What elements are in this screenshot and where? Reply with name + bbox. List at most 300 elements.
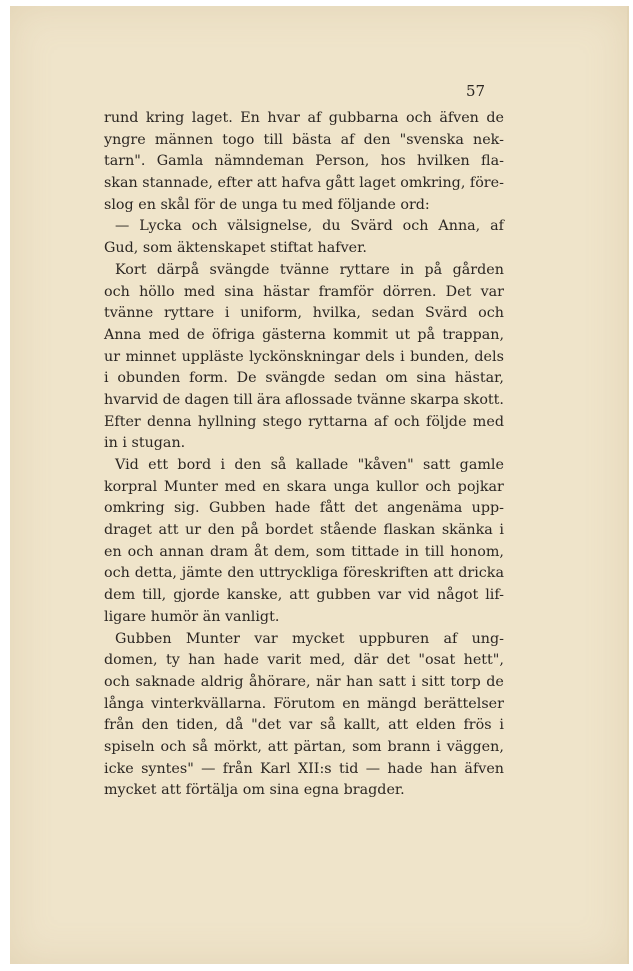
word: hvilka, — [312, 305, 361, 322]
paragraph — [104, 629, 504, 803]
word: han — [430, 760, 458, 777]
word: saknade — [135, 673, 196, 690]
word: där — [353, 652, 379, 669]
text-line — [104, 715, 504, 737]
word: "det — [251, 717, 282, 734]
text-line — [104, 108, 504, 130]
page-number: 57 — [466, 82, 486, 100]
word: skara — [286, 478, 327, 495]
word: från — [222, 760, 253, 777]
word: kring — [145, 110, 185, 126]
word: "kåven" — [357, 457, 414, 473]
word: upp- — [471, 500, 504, 517]
word: kullor — [376, 478, 419, 495]
word: mycket — [104, 782, 157, 799]
word: med — [148, 326, 180, 343]
word: sitt — [421, 673, 445, 690]
word: skänka — [441, 522, 493, 539]
word: bragder. — [343, 782, 405, 799]
word: nek- — [473, 131, 504, 148]
word: stugan. — [131, 435, 186, 452]
word: att — [161, 782, 182, 799]
word: på — [417, 326, 436, 343]
word: den — [141, 717, 169, 734]
word: Person, — [315, 153, 370, 170]
word: af — [443, 630, 458, 647]
paragraph — [104, 455, 504, 629]
word: till — [233, 391, 253, 408]
word: sina — [224, 283, 254, 300]
word: med — [301, 196, 333, 213]
word: aldrig — [200, 673, 244, 690]
word: hyllning — [197, 413, 257, 430]
word: Anna, — [438, 218, 481, 235]
text-line — [104, 260, 504, 282]
word: i — [499, 522, 504, 539]
word: äfven — [439, 110, 479, 126]
word: gått — [325, 175, 355, 192]
word: fått — [319, 500, 345, 517]
word: — — [365, 760, 381, 777]
text-line — [104, 563, 504, 585]
word: på — [241, 522, 259, 539]
word: ur — [185, 522, 202, 539]
word: stego — [262, 413, 302, 430]
word: väggen, — [446, 738, 504, 755]
word: rund — [104, 110, 139, 126]
word: uppburen — [358, 630, 430, 647]
word: Munter — [163, 478, 218, 495]
word: syntes" — [141, 760, 194, 777]
word: och — [104, 283, 130, 300]
word: skarpa — [410, 391, 460, 408]
word: att — [433, 565, 454, 582]
word: denna — [147, 413, 192, 430]
word: förtälja — [185, 782, 239, 799]
word: ryttarna — [308, 413, 368, 430]
word: och — [127, 543, 154, 560]
text-line — [104, 303, 504, 325]
word: var — [288, 717, 313, 734]
word: i — [411, 673, 417, 690]
word: han — [188, 652, 216, 669]
word: Anna — [104, 326, 142, 343]
word: unga — [241, 196, 278, 213]
word: vanligt. — [224, 608, 280, 625]
word: Efter — [104, 413, 141, 430]
word: varit — [267, 652, 302, 669]
word: hade — [274, 500, 311, 517]
word: korpral — [104, 478, 158, 495]
word: sedan — [334, 370, 377, 387]
word: efter — [217, 175, 253, 192]
word: dricka — [458, 565, 504, 582]
word: och — [425, 478, 452, 495]
word: draget — [104, 522, 152, 539]
word: hett", — [463, 652, 504, 669]
text-line — [104, 498, 504, 520]
word: ut — [395, 326, 411, 343]
word: än — [202, 608, 221, 625]
text-line — [104, 368, 504, 390]
word: tvänne — [279, 261, 330, 278]
word: ett — [148, 457, 169, 473]
text-line — [104, 390, 504, 412]
word: skål — [160, 196, 190, 213]
word: hvilken — [417, 153, 470, 170]
word: pojkar — [457, 478, 504, 495]
word: icke — [104, 760, 134, 777]
paragraph — [104, 260, 504, 455]
word: annan — [159, 543, 205, 560]
text-line — [104, 672, 504, 694]
word: svängde — [209, 261, 270, 278]
word: och — [104, 565, 130, 582]
word: Kort — [115, 261, 147, 278]
word: de — [486, 673, 504, 690]
word: om — [385, 370, 408, 387]
word: Förutom — [273, 695, 336, 712]
text-line — [104, 130, 504, 152]
word: Gubben — [115, 630, 172, 647]
word: och — [191, 218, 218, 235]
word: att — [267, 738, 288, 755]
word: ty — [165, 652, 180, 669]
word: som — [142, 240, 173, 257]
word: tiden, — [176, 717, 218, 734]
word: hästar, — [454, 370, 504, 387]
word: uppläste — [181, 348, 244, 365]
word: dörren. — [382, 283, 437, 300]
word: tid — [338, 760, 359, 777]
text-line — [104, 694, 504, 716]
word: omkring — [104, 500, 165, 517]
word: gamle — [459, 457, 504, 473]
word: slog — [104, 196, 134, 213]
word: "svenska — [399, 131, 464, 148]
word: Karl — [260, 760, 291, 777]
word: den — [227, 565, 255, 582]
text-line — [104, 347, 504, 369]
word: skan — [104, 175, 138, 192]
word: hästar — [263, 283, 310, 300]
word: spiseln — [104, 738, 155, 755]
word: mörkt, — [213, 738, 262, 755]
word: satt — [422, 457, 451, 473]
word: som — [352, 738, 382, 755]
word: gården — [452, 261, 504, 278]
word: hafva — [281, 175, 321, 192]
word: vinterkvällarna. — [151, 695, 267, 712]
word: hos — [380, 153, 406, 170]
word: nämndeman — [214, 153, 305, 170]
word: stiftat — [270, 240, 313, 257]
word: Gud, — [104, 240, 139, 257]
word: följde — [426, 413, 467, 430]
word: pärtan, — [293, 738, 347, 755]
word: hade — [223, 652, 259, 669]
word: mängd — [367, 695, 417, 712]
word: du — [322, 218, 341, 235]
word: tvänne — [104, 305, 154, 322]
word: sina — [269, 782, 300, 799]
word: lyckönskningar — [249, 348, 360, 365]
word: när — [316, 673, 341, 690]
word: tarn". — [104, 153, 146, 170]
word: Svärd — [425, 305, 468, 322]
word: en — [104, 543, 122, 560]
word: hvarvid — [104, 391, 159, 408]
word: — — [201, 760, 216, 777]
word: de — [162, 391, 181, 408]
word: den — [207, 522, 235, 539]
word: En — [240, 110, 260, 126]
word: med — [224, 478, 256, 495]
word: dem — [104, 587, 136, 604]
word: så — [192, 738, 209, 755]
word: Svärd — [350, 218, 393, 235]
text-line — [104, 325, 504, 347]
text-line — [104, 216, 504, 238]
word: De — [236, 370, 257, 387]
word: bord — [177, 457, 212, 473]
word: Vid — [115, 457, 139, 473]
word: öfriga — [211, 326, 255, 343]
word: bordet — [265, 522, 314, 539]
word: sig. — [173, 500, 200, 517]
text-line — [104, 455, 504, 477]
text-line — [104, 629, 504, 651]
word: en — [342, 695, 360, 712]
word: dem, — [274, 543, 310, 560]
word: att — [289, 587, 310, 604]
word: laget — [359, 175, 396, 192]
word: angenäma — [387, 500, 463, 517]
word: gubben — [316, 587, 371, 604]
word: af — [490, 218, 504, 235]
word: från — [104, 717, 134, 734]
word: jämte — [181, 565, 223, 582]
word: form. — [189, 370, 228, 387]
word: dels — [365, 348, 395, 365]
text-line — [104, 195, 504, 217]
word: torp — [450, 673, 481, 690]
word: fla- — [481, 153, 504, 170]
text-line — [104, 607, 504, 629]
word: trappan, — [442, 326, 504, 343]
word: in — [400, 261, 415, 278]
word: så — [320, 717, 336, 734]
word: till — [263, 131, 284, 148]
word: och — [160, 738, 187, 755]
word: laget. — [191, 110, 233, 126]
word: dagen — [184, 391, 229, 408]
word: äfven — [464, 760, 504, 777]
word: frös — [463, 717, 492, 734]
text-line — [104, 238, 504, 260]
word: i — [224, 305, 230, 322]
text-line — [104, 412, 504, 434]
word: den — [234, 457, 262, 473]
word: i — [400, 348, 405, 365]
word: framför — [318, 283, 374, 300]
word: ära — [256, 391, 281, 408]
word: att — [388, 717, 409, 734]
word: var — [377, 587, 402, 604]
word: Det — [445, 283, 472, 300]
text-line — [104, 151, 504, 173]
word: att — [158, 522, 179, 539]
word: långa — [104, 695, 144, 712]
word: äktenskapet — [176, 240, 266, 257]
word: kanske, — [226, 587, 283, 604]
word: följande — [337, 196, 396, 213]
text-line — [104, 737, 504, 759]
text-line — [104, 520, 504, 542]
word: om — [242, 782, 265, 799]
word: och — [478, 305, 504, 322]
word: och — [406, 110, 432, 126]
text-line — [104, 433, 504, 455]
word: var — [480, 283, 504, 300]
text-line — [104, 282, 504, 304]
word: af — [307, 110, 322, 126]
word: Munter — [185, 630, 240, 647]
word: i — [499, 717, 504, 734]
book-page — [10, 6, 629, 964]
word: kallt, — [343, 717, 381, 734]
word: ur — [104, 348, 121, 365]
word: in — [405, 543, 419, 560]
word: att — [256, 175, 277, 192]
word: detta, — [134, 565, 177, 582]
word: föreskriften — [343, 565, 429, 582]
word: och — [402, 218, 429, 235]
word: flaskan — [383, 522, 436, 539]
word: elden — [415, 717, 456, 734]
word: med, — [309, 652, 346, 669]
word: omkring, — [400, 175, 466, 192]
word: ung- — [471, 630, 504, 647]
word: det — [386, 652, 410, 669]
word: yngre — [104, 131, 146, 148]
word: obunden — [117, 370, 181, 387]
word: ryttare — [339, 261, 390, 278]
paragraph — [104, 108, 504, 216]
word: den — [363, 131, 391, 148]
text-line — [104, 780, 504, 802]
word: så — [270, 457, 287, 473]
word: mycket — [292, 630, 345, 647]
word: XII:s — [297, 760, 332, 777]
word: en — [138, 196, 156, 213]
word: satt — [378, 673, 406, 690]
word: dels — [474, 348, 504, 365]
word: och — [393, 413, 420, 430]
word: togo — [222, 131, 255, 148]
word: i — [220, 457, 226, 473]
word: hade — [387, 760, 423, 777]
word: med — [472, 413, 504, 430]
word: dram — [209, 543, 249, 560]
word: sina — [416, 370, 447, 387]
word: tittade — [351, 543, 400, 560]
word: höllo — [139, 283, 175, 300]
word: de — [186, 326, 205, 343]
word: till, — [142, 587, 167, 604]
word: i — [436, 738, 441, 755]
word: aflossade — [284, 391, 353, 408]
word: bunden, — [410, 348, 469, 365]
word: de — [486, 110, 504, 126]
word: till — [424, 543, 445, 560]
word: hvar — [267, 110, 301, 126]
word: tvänne — [356, 391, 406, 408]
text-line — [104, 173, 504, 195]
word: — — [115, 218, 130, 235]
word: åhörare, — [249, 673, 311, 690]
word: välsignelse, — [227, 218, 313, 235]
word: "osat — [418, 652, 456, 669]
word: skott. — [463, 391, 504, 408]
word: uniform, — [240, 305, 303, 322]
word: före- — [469, 175, 504, 192]
word: stående — [319, 522, 377, 539]
word: stannade, — [142, 175, 213, 192]
word: vid — [408, 587, 430, 604]
word: in — [104, 435, 118, 452]
word: tu — [282, 196, 298, 213]
word: det — [354, 500, 378, 517]
word: humör — [150, 608, 199, 625]
word: därpå — [156, 261, 200, 278]
word: ryttare — [163, 305, 215, 322]
word: gästerna — [262, 326, 326, 343]
word: åt — [253, 543, 269, 560]
text-line — [104, 650, 504, 672]
word: kallade — [295, 457, 349, 473]
body-text — [104, 108, 504, 802]
text-line — [104, 585, 504, 607]
word: gjorde — [173, 587, 220, 604]
word: kommit — [333, 326, 388, 343]
text-line — [104, 477, 504, 499]
word: i — [104, 370, 109, 387]
word: unga — [333, 478, 370, 495]
word: af — [340, 131, 355, 148]
word: Gubben — [208, 500, 266, 517]
word: domen, — [104, 652, 158, 669]
word: och — [104, 673, 130, 690]
word: då — [225, 717, 244, 734]
word: var — [254, 630, 278, 647]
word: hafver. — [317, 240, 367, 257]
word: svängde — [265, 370, 326, 387]
word: brann — [387, 738, 431, 755]
word: berättelser — [423, 695, 504, 712]
word: lif- — [485, 587, 504, 604]
word: de — [219, 196, 238, 213]
word: som — [315, 543, 346, 560]
word: bästa — [292, 131, 332, 148]
word: Lycka — [139, 218, 182, 235]
word: Gamla — [156, 153, 204, 170]
text-line — [104, 759, 504, 781]
word: egna — [303, 782, 340, 799]
word: af — [373, 413, 388, 430]
word: för — [194, 196, 215, 213]
word: han — [346, 673, 374, 690]
